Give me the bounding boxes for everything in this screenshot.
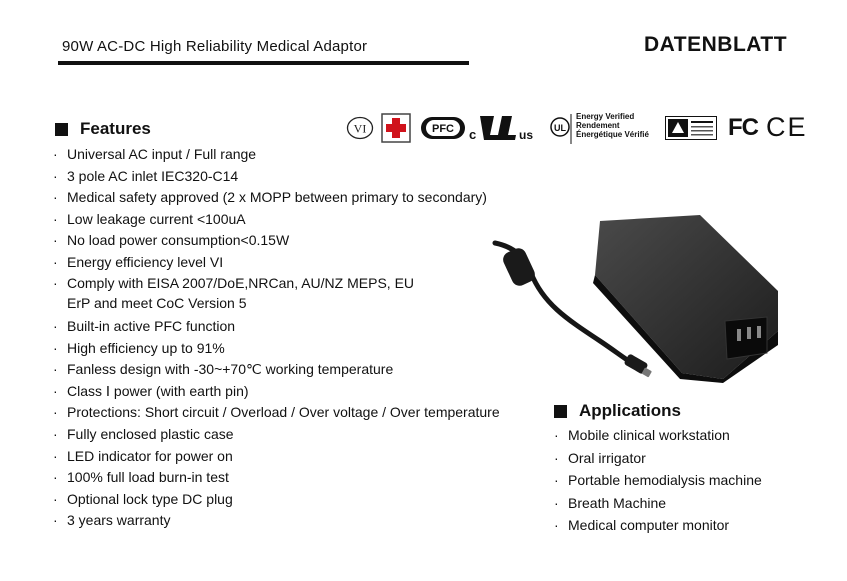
bullet-icon: · <box>53 146 58 162</box>
list-item: · Low leakage current <100uA <box>53 210 246 227</box>
bullet-icon: · <box>53 339 58 356</box>
bullet-icon: · <box>53 404 58 421</box>
fcc-icon: FC <box>728 114 758 141</box>
applications-heading-text: Applications <box>579 401 682 420</box>
list-item: · High efficiency up to 91% <box>53 339 225 356</box>
features-heading <box>55 119 151 139</box>
energy-verified-line2: Rendement <box>576 121 620 130</box>
bullet-icon: · <box>53 210 58 227</box>
applications-heading <box>554 401 681 421</box>
bullet-icon: · <box>53 469 58 486</box>
level-vi-icon <box>346 116 374 140</box>
list-item: · Fully enclosed plastic case <box>53 426 234 443</box>
bullet-icon: · <box>53 382 58 399</box>
bullet-icon: · <box>53 426 58 443</box>
ul-prefix-text: c <box>469 127 477 142</box>
bullet-icon: · <box>554 472 559 488</box>
bullet-icon: · <box>554 449 559 466</box>
bullet-icon: · <box>53 318 58 335</box>
title-underline <box>58 61 469 65</box>
list-item: · Energy efficiency level VI <box>53 253 224 270</box>
ul-recognized-icon <box>468 114 536 142</box>
bullet-icon: · <box>53 189 58 206</box>
list-item: · Breath Machine <box>554 494 667 511</box>
product-title: 90W AC-DC High Reliability Medical Adaptor <box>62 38 368 55</box>
features-list <box>53 144 533 532</box>
list-item: · Protections: Short circuit / Overload / Over voltage / Over temperature <box>53 404 500 421</box>
bullet-icon: · <box>53 490 58 507</box>
list-item: · No load power consumption<0.15W <box>53 232 290 249</box>
ul-suffix-text: us <box>519 128 534 142</box>
list-item: · Optional lock type DC plug <box>53 490 233 507</box>
list-item: · Class Ⅰ power (with earth pin) <box>53 382 249 399</box>
applications-list <box>554 425 834 538</box>
ul-energy-verified-icon <box>548 111 660 145</box>
bullet-icon: · <box>53 232 58 249</box>
list-item: · Portable hemodialysis machine <box>554 472 762 488</box>
list-item: · Built-in active PFC function <box>53 318 236 335</box>
list-item: · Mobile clinical workstation <box>554 427 730 443</box>
list-item: · Oral irrigator <box>554 449 646 466</box>
list-item: · LED indicator for power on <box>53 447 233 464</box>
list-item: · Comply with EISA 2007/DoE,NRCan, AU/NZ MEPS, EU ErP and meet CoC Version 5 <box>53 275 415 312</box>
document-type: DATENBLATT <box>644 33 788 56</box>
bullet-icon: · <box>53 253 58 270</box>
list-item: · 3 pole AC inlet IEC320-C14 <box>53 167 239 184</box>
bullet-icon: · <box>554 494 559 511</box>
list-item: · Medical computer monitor <box>554 517 730 533</box>
bullet-icon: · <box>53 167 58 184</box>
bullet-icon: · <box>554 517 559 533</box>
list-item: · Universal AC input / Full range <box>53 146 257 162</box>
list-item: · 3 years warranty <box>53 512 171 529</box>
bullet-icon: · <box>53 512 58 529</box>
bullet-icon: · <box>53 361 58 378</box>
list-item: · Medical safety approved (2 x MOPP between primary to secondary) <box>53 189 487 206</box>
list-item: · 100% full load burn-in test <box>53 469 229 486</box>
section-square-icon <box>55 123 68 136</box>
ce-icon: CE <box>766 112 808 142</box>
list-item: · Fanless design with -30~+70℃ working temperature <box>53 361 394 378</box>
section-square-icon <box>554 405 567 418</box>
energy-verified-line3: Énergétique Vérifié <box>576 130 649 139</box>
bullet-icon: · <box>53 447 58 464</box>
pfc-text: PFC <box>432 123 454 135</box>
features-heading-text: Features <box>80 119 151 138</box>
meps-icon <box>665 116 717 140</box>
bullet-icon: · <box>53 275 58 292</box>
energy-ul-text: UL <box>554 123 566 133</box>
level-vi-text: VI <box>353 121 367 136</box>
energy-verified-line1: Energy Verified <box>576 112 635 121</box>
bullet-icon: · <box>554 427 559 443</box>
pfc-icon <box>420 115 466 141</box>
medical-cross-icon <box>381 113 411 143</box>
